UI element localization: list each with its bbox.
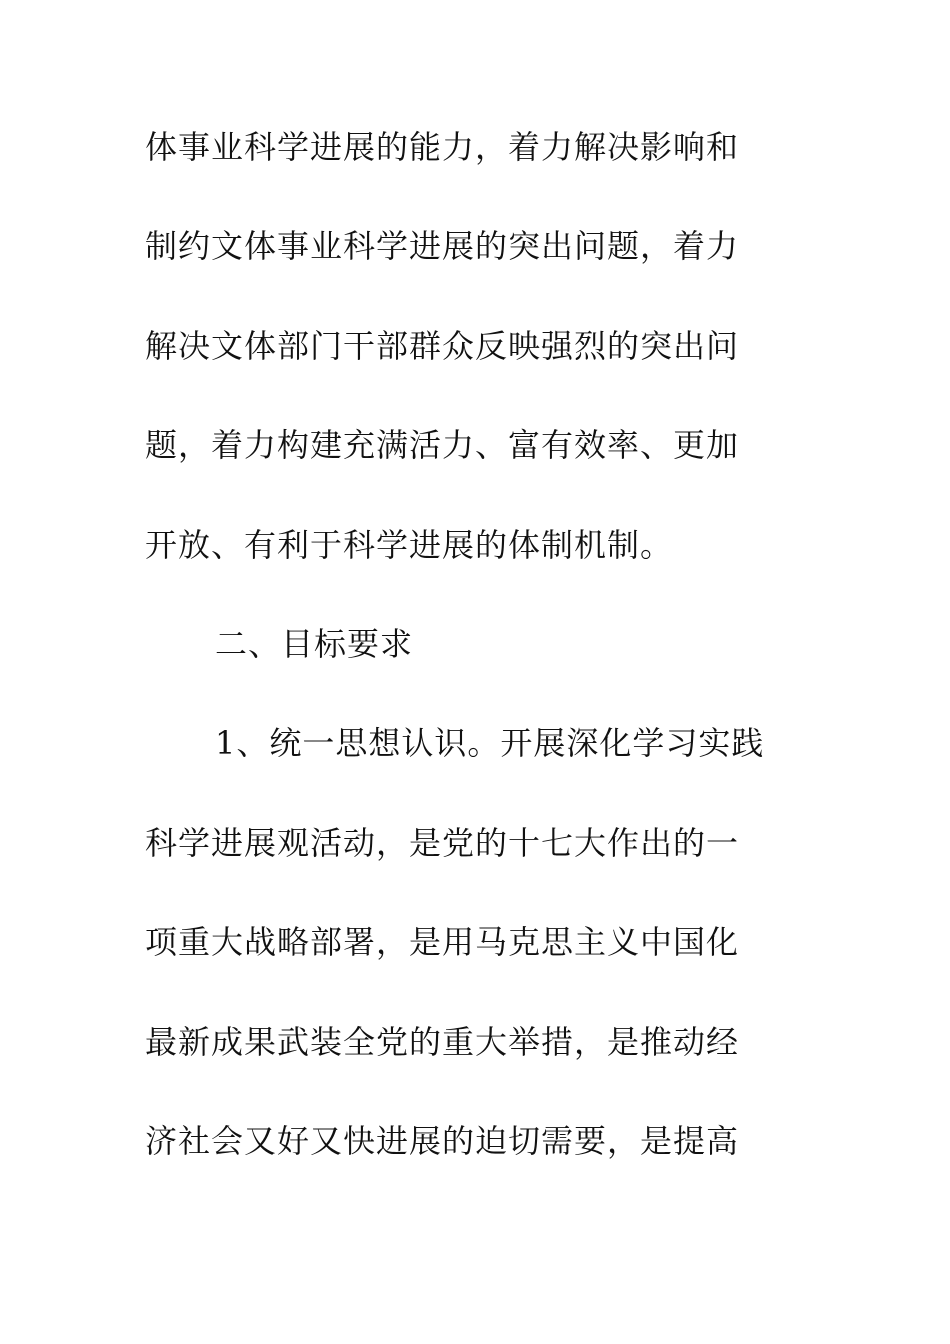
text-line-4: 题，着力构建充满活力、富有效率、更加	[145, 426, 740, 465]
text-line-11: 济社会又好又快进展的迫切需要，是提高	[145, 1121, 740, 1160]
text-line-8: 科学进展观活动，是党的十七大作出的一	[145, 823, 740, 862]
text-line-3: 解决文体部门干部群众反映强烈的突出问	[145, 326, 740, 365]
text-line-9: 项重大战略部署，是用马克思主义中国化	[145, 923, 740, 962]
text-line-10: 最新成果武装全党的重大举措，是推动经	[145, 1022, 740, 1061]
text-line-1: 体事业科学进展的能力，着力解决影响和	[145, 128, 740, 166]
section-heading: 二、目标要求	[215, 624, 414, 663]
body-text	[145, 122, 805, 1215]
text-line-2: 制约文体事业科学进展的突出问题，着力	[145, 227, 740, 266]
text-line-7: 1、统一思想认识。开展深化学习实践	[215, 724, 765, 763]
text-line-5: 开放、有利于科学进展的体制机制。	[145, 525, 674, 564]
